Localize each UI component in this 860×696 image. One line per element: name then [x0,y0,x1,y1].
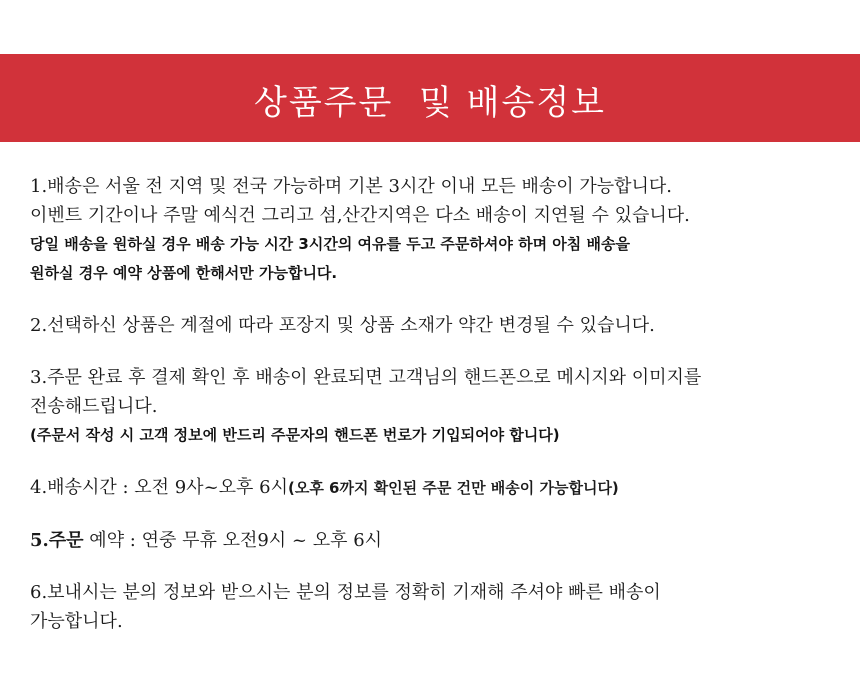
info-line: 가능합니다. [30,611,123,632]
info-line: 2.선택하신 상품은 계절에 따라 포장지 및 상품 소재가 약간 변경될 수 있습니다. [30,315,655,336]
info-section-packaging [30,311,840,340]
order-delivery-info [30,172,840,659]
info-section-delivery-time [30,473,840,503]
delivery-time-text: 4.배송시간 : 오전 9사~오후 6시 [30,477,288,498]
info-line [30,473,840,503]
info-line: 이벤트 기간이나 주말 예식건 그리고 섬,산간지역은 다소 배송이 지연될 수 있습니다. [30,205,690,226]
info-notice-line: 당일 배송을 원하실 경우 배송 가능 시간 3시간의 여유를 두고 주문하셔야 하며 아침 배송을 [30,235,630,253]
reservation-label: 5.주문 [30,530,84,551]
delivery-time-notice: (오후 6까지 확인된 주문 건만 배송이 가능합니다) [288,479,619,497]
page-title: 상품주문 및 배송정보 [253,82,607,123]
header-banner [0,54,860,142]
info-line: 1.배송은 서울 전 지역 및 전국 가능하며 기본 3시간 이내 모든 배송이 가능합니다. [30,176,673,197]
info-notice-line: (주문서 작성 시 고객 정보에 반드리 주문자의 핸드폰 번로가 기입되어야 합니다) [30,426,560,444]
info-section-delivery-area [30,172,840,288]
info-section-confirmation [30,363,840,450]
info-line [30,526,840,555]
info-line: 전송해드립니다. [30,396,158,417]
info-line: 3.주문 완료 후 결제 확인 후 배송이 완료되면 고객님의 핸드폰으로 메시지와 이미지를 [30,367,702,388]
info-section-sender-info [30,578,840,636]
info-section-reservation [30,526,840,555]
reservation-text: 예약 : 연중 무휴 오전9시 ~ 오후 6시 [83,530,383,551]
info-line: 6.보내시는 분의 정보와 받으시는 분의 정보를 정확히 기재해 주셔야 빠른 배송이 [30,582,661,603]
info-notice-line: 원하실 경우 예약 상품에 한해서만 가능합니다. [30,264,338,282]
